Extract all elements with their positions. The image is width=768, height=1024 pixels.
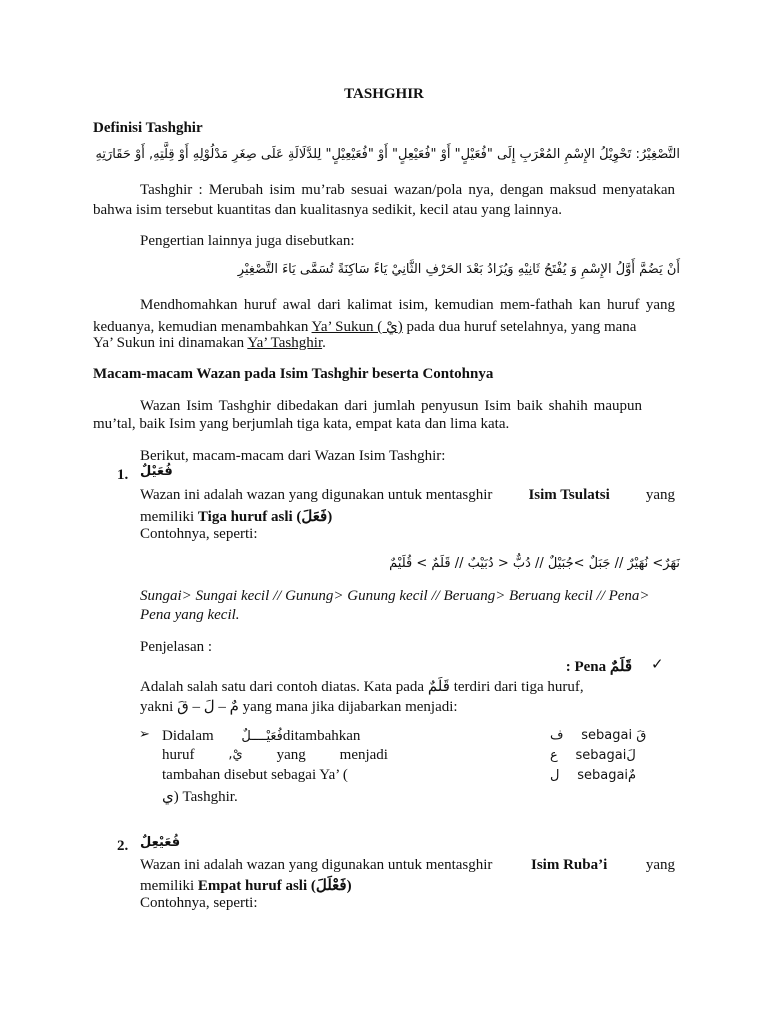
page-title: TASHGHIR — [344, 86, 424, 102]
text-segment: . — [322, 335, 326, 351]
ya-sukun-term: Ya’ Sukun ( يْ) — [311, 319, 403, 335]
bullet-line2 — [162, 747, 388, 764]
text-segment: memiliki — [140, 509, 195, 525]
paragraph-berikut: Berikut, macam-macam dari Wazan Isim Tashghir: — [140, 448, 446, 464]
item2-wazan-arabic: فُعَيْعِلٌ — [140, 835, 181, 850]
isim-rubai-term: Isim Ruba’i — [530, 857, 608, 873]
text-segment: Wazan ini adalah wazan yang digunakan untuk mentasghir — [140, 487, 493, 503]
fuailun-arabic: فُعَيْــــلٌ — [241, 729, 283, 744]
item1-translation-line2: Pena yang kecil. — [140, 607, 240, 623]
text-segment: Didalam — [162, 728, 214, 744]
mapping-letter: ل — [550, 768, 560, 783]
text-segment: pada dua huruf setelahnya, yang mana — [406, 319, 637, 335]
paragraph-mendhomahkan-line3 — [93, 335, 326, 352]
item2-line2 — [140, 876, 352, 895]
bullet-line1 — [162, 728, 360, 745]
section-heading-definisi: Definisi Tashghir — [93, 120, 203, 136]
ya-tashghir-term: Ya’ Tashghir — [247, 335, 323, 351]
item1-explanation-line2: yakni مٌ – لَ – قَ yang mana jika dijabarkan menjadi: — [140, 699, 458, 715]
mapping-target: sebagai قَ — [581, 728, 647, 743]
bullet-line4: ي) Tashghir. — [162, 789, 238, 805]
item2-line3: Contohnya, seperti: — [140, 895, 258, 911]
arrow-bullet-icon: ➢ — [139, 727, 150, 742]
paragraph-pengertian: Pengertian lainnya juga disebutkan: — [140, 233, 355, 249]
item1-penjelasan: Penjelasan : — [140, 639, 213, 655]
paragraph-tashghir-line1: Tashghir : Merubah isim mu’rab sesuai wazan/pola nya, dengan maksud menyatakan — [140, 182, 675, 198]
paragraph-wazan-line2: mu’tal, baik Isim yang berjumlah tiga kata, empat kata dan lima kata. — [93, 416, 510, 432]
text-segment: Ya’ Sukun ini dinamakan — [93, 335, 245, 351]
item1-examples-arabic: نَهَرٌ> نُهَيْرٌ // جَبَلٌ >جُبَيْلٌ // دُبٌّ < دُبَيْبٌ // قَلَمٌ > قُلَيْمٌ — [389, 556, 680, 571]
list-number-1: 1. — [117, 467, 129, 483]
item1-line3: Contohnya, seperti: — [140, 526, 258, 542]
item1-translation-line1: Sungai> Sungai kecil // Gunung> Gunung kecil // Beruang> Beruang kecil // Pena> — [140, 588, 650, 604]
text-segment: memiliki — [140, 878, 195, 894]
paragraph-tashghir-line2: bahwa isim tersebut kuantitas dan kualitasnya sedikit, kecil atau yang lainnya. — [93, 202, 563, 218]
item1-line2 — [140, 507, 332, 526]
mapping-letter: ع — [550, 748, 558, 763]
paragraph-wazan-line1: Wazan Isim Tashghir dibedakan dari jumlah penyusun Isim baik shahih maupun — [140, 398, 642, 414]
item1-line1 — [140, 487, 675, 504]
mapping-row — [550, 747, 636, 764]
text-segment: yang — [645, 487, 675, 503]
mapping-row — [550, 767, 636, 784]
arabic-definition: التَّصْغِيْرُ: تَحْوِيْلُ الإِسْمِ المُعْرَبِ إِلَى "فُعَيْلٍ" أَوْ "فُعَيْعِلٍ" أَوْ "فُعَيْعِيْلٍ" لِلدَّلَالَةِ عَلَى صِغَرِ مَدْلُوْلِهِ أَوْ قِلَّتِهِ, أَوْ حَقَارَتِهِ — [95, 147, 680, 162]
check-icon: ✓ — [651, 655, 664, 673]
empat-huruf-term: Empat huruf asli (فَعْلَلَ) — [197, 878, 352, 894]
paragraph-mendhomahkan-line2 — [93, 317, 636, 336]
section-heading-macam: Macam-macam Wazan pada Isim Tashghir beserta Contohnya — [93, 366, 494, 382]
list-number-2: 2. — [117, 838, 129, 854]
text-segment: ditambahkan — [282, 728, 361, 744]
item1-pena-label: : Pena قَلَمٌ — [565, 659, 632, 675]
item2-line1 — [140, 857, 675, 874]
ya-arabic: يْ, — [228, 747, 243, 762]
isim-tsulatsi-term: Isim Tsulatsi — [528, 487, 610, 503]
item1-wazan-arabic: فُعَيْلٌ — [140, 464, 173, 479]
mapping-row — [550, 727, 646, 744]
mapping-target: sebagaiلَ — [575, 748, 636, 763]
item1-explanation-line1: Adalah salah satu dari contoh diatas. Kata pada قَلَمٌ terdiri dari tiga huruf, — [140, 679, 584, 695]
text-segment: Wazan ini adalah wazan yang digunakan untuk mentasghir — [140, 857, 493, 873]
text-segment: yang — [645, 857, 675, 873]
tiga-huruf-term: Tiga huruf asli (فَعَلَ) — [197, 509, 333, 525]
bullet-line3: tambahan disebut sebagai Ya’ ( — [162, 767, 348, 783]
text-segment: huruf — [162, 747, 195, 763]
text-segment: menjadi — [339, 747, 388, 763]
paragraph-mendhomahkan-line1: Mendhomahkan huruf awal dari kalimat isim, kemudian mem-fathah kan huruf yang — [140, 297, 675, 313]
mapping-letter: ف — [550, 728, 564, 743]
mapping-target: sebagaiمٌ — [577, 768, 637, 783]
text-segment: yang — [276, 747, 306, 763]
arabic-definition-2: أَنْ يَضُمَّ أَوَّلُ الإِسْمِ وَ يُفْتَحُ ثَانِيْهِ وَيُزَادُ بَعْدَ الحَرْفِ الثَّانِيْ يَاءً سَاكِنَةً تُسَمَّى يَاءَ التَّصْغِيْرِ — [237, 262, 680, 277]
text-segment: keduanya, kemudian menambahkan — [93, 319, 309, 335]
